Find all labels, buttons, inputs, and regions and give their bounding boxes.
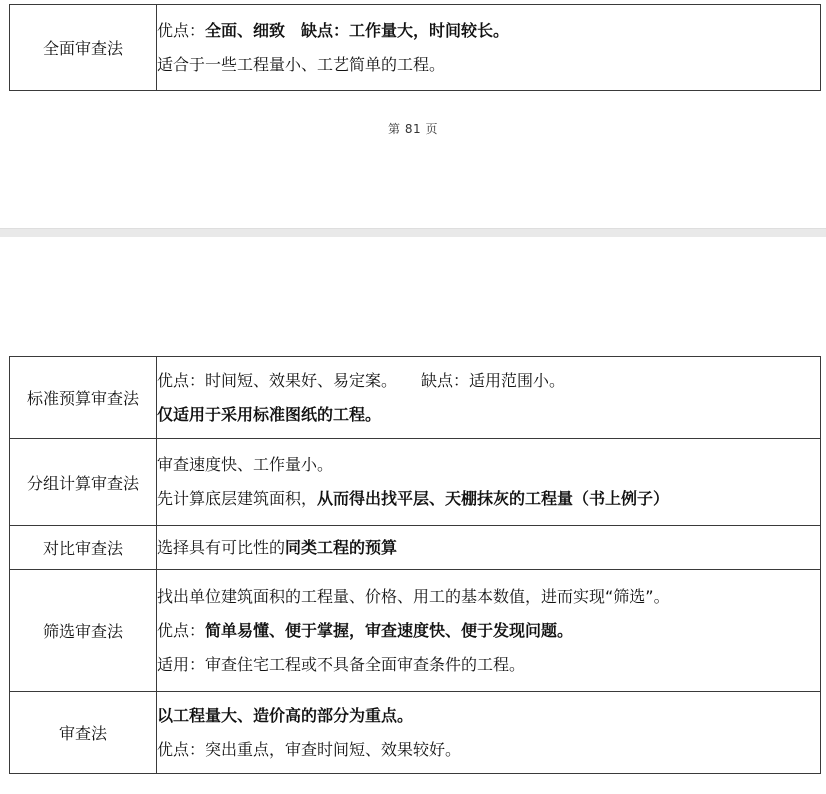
method-description-cell <box>157 526 821 570</box>
description-line <box>157 371 820 391</box>
text-run: 适用：审查住宅工程或不具备全面审查条件的工程。 <box>157 654 526 674</box>
method-name-cell: 对比审查法 <box>10 526 157 570</box>
method-name-cell: 标准预算审查法 <box>10 357 157 439</box>
table-row <box>10 357 821 439</box>
description-line <box>157 621 820 641</box>
table-row <box>10 526 821 570</box>
table-row <box>10 570 821 692</box>
method-description-cell <box>157 692 821 774</box>
method-name-cell: 全面审查法 <box>10 5 157 91</box>
description-line <box>157 706 820 726</box>
method-name-cell: 审查法 <box>10 692 157 774</box>
text-run-bold: 全面、细致 缺点：工作量大，时间较长。 <box>205 20 510 40</box>
description-line <box>157 55 820 75</box>
page-number: 第 81 页 <box>388 122 438 136</box>
text-run-bold: 同类工程的预算 <box>285 537 398 557</box>
page-separator <box>0 228 826 237</box>
text-run: 优点： <box>157 20 206 40</box>
method-table-top <box>9 4 821 91</box>
method-description-cell <box>157 357 821 439</box>
method-name-cell: 分组计算审查法 <box>10 439 157 526</box>
table-row <box>10 692 821 774</box>
description-line <box>157 489 820 509</box>
text-run: 选择具有可比性的 <box>157 537 286 557</box>
description-line <box>157 538 820 558</box>
text-run-bold: 从而得出找平层、天棚抹灰的工程量（书上例子） <box>317 489 670 508</box>
description-line <box>157 740 820 760</box>
description-line <box>157 455 820 475</box>
text-run-bold: 以工程量大、造价高的部分为重点。 <box>157 705 414 725</box>
description-line <box>157 405 820 425</box>
text-run: 找出单位建筑面积的工程量、价格、用工的基本数值，进而实现“筛选”。 <box>157 586 670 606</box>
description-line <box>157 21 820 41</box>
text-run: 优点： <box>157 620 206 640</box>
text-run: 优点：时间短、效果好、易定案。 缺点：适用范围小。 <box>157 370 566 390</box>
text-run: 优点：突出重点，审查时间短、效果较好。 <box>157 739 462 759</box>
description-line <box>157 587 820 607</box>
table-row <box>10 5 821 91</box>
method-description-cell <box>157 570 821 692</box>
method-description-cell <box>157 5 821 91</box>
table-row <box>10 439 821 526</box>
method-description-cell <box>157 439 821 526</box>
text-run: 适合于一些工程量小、工艺简单的工程。 <box>157 54 446 74</box>
text-run: 审查速度快、工作量小。 <box>157 455 334 474</box>
method-table-bottom <box>9 356 821 774</box>
text-run: 先计算底层建筑面积， <box>157 489 318 508</box>
text-run-bold: 仅适用于采用标准图纸的工程。 <box>157 404 382 424</box>
description-line <box>157 655 820 675</box>
text-run-bold: 简单易懂、便于掌握，审查速度快、便于发现问题。 <box>205 620 574 640</box>
method-name-cell: 筛选审查法 <box>10 570 157 692</box>
